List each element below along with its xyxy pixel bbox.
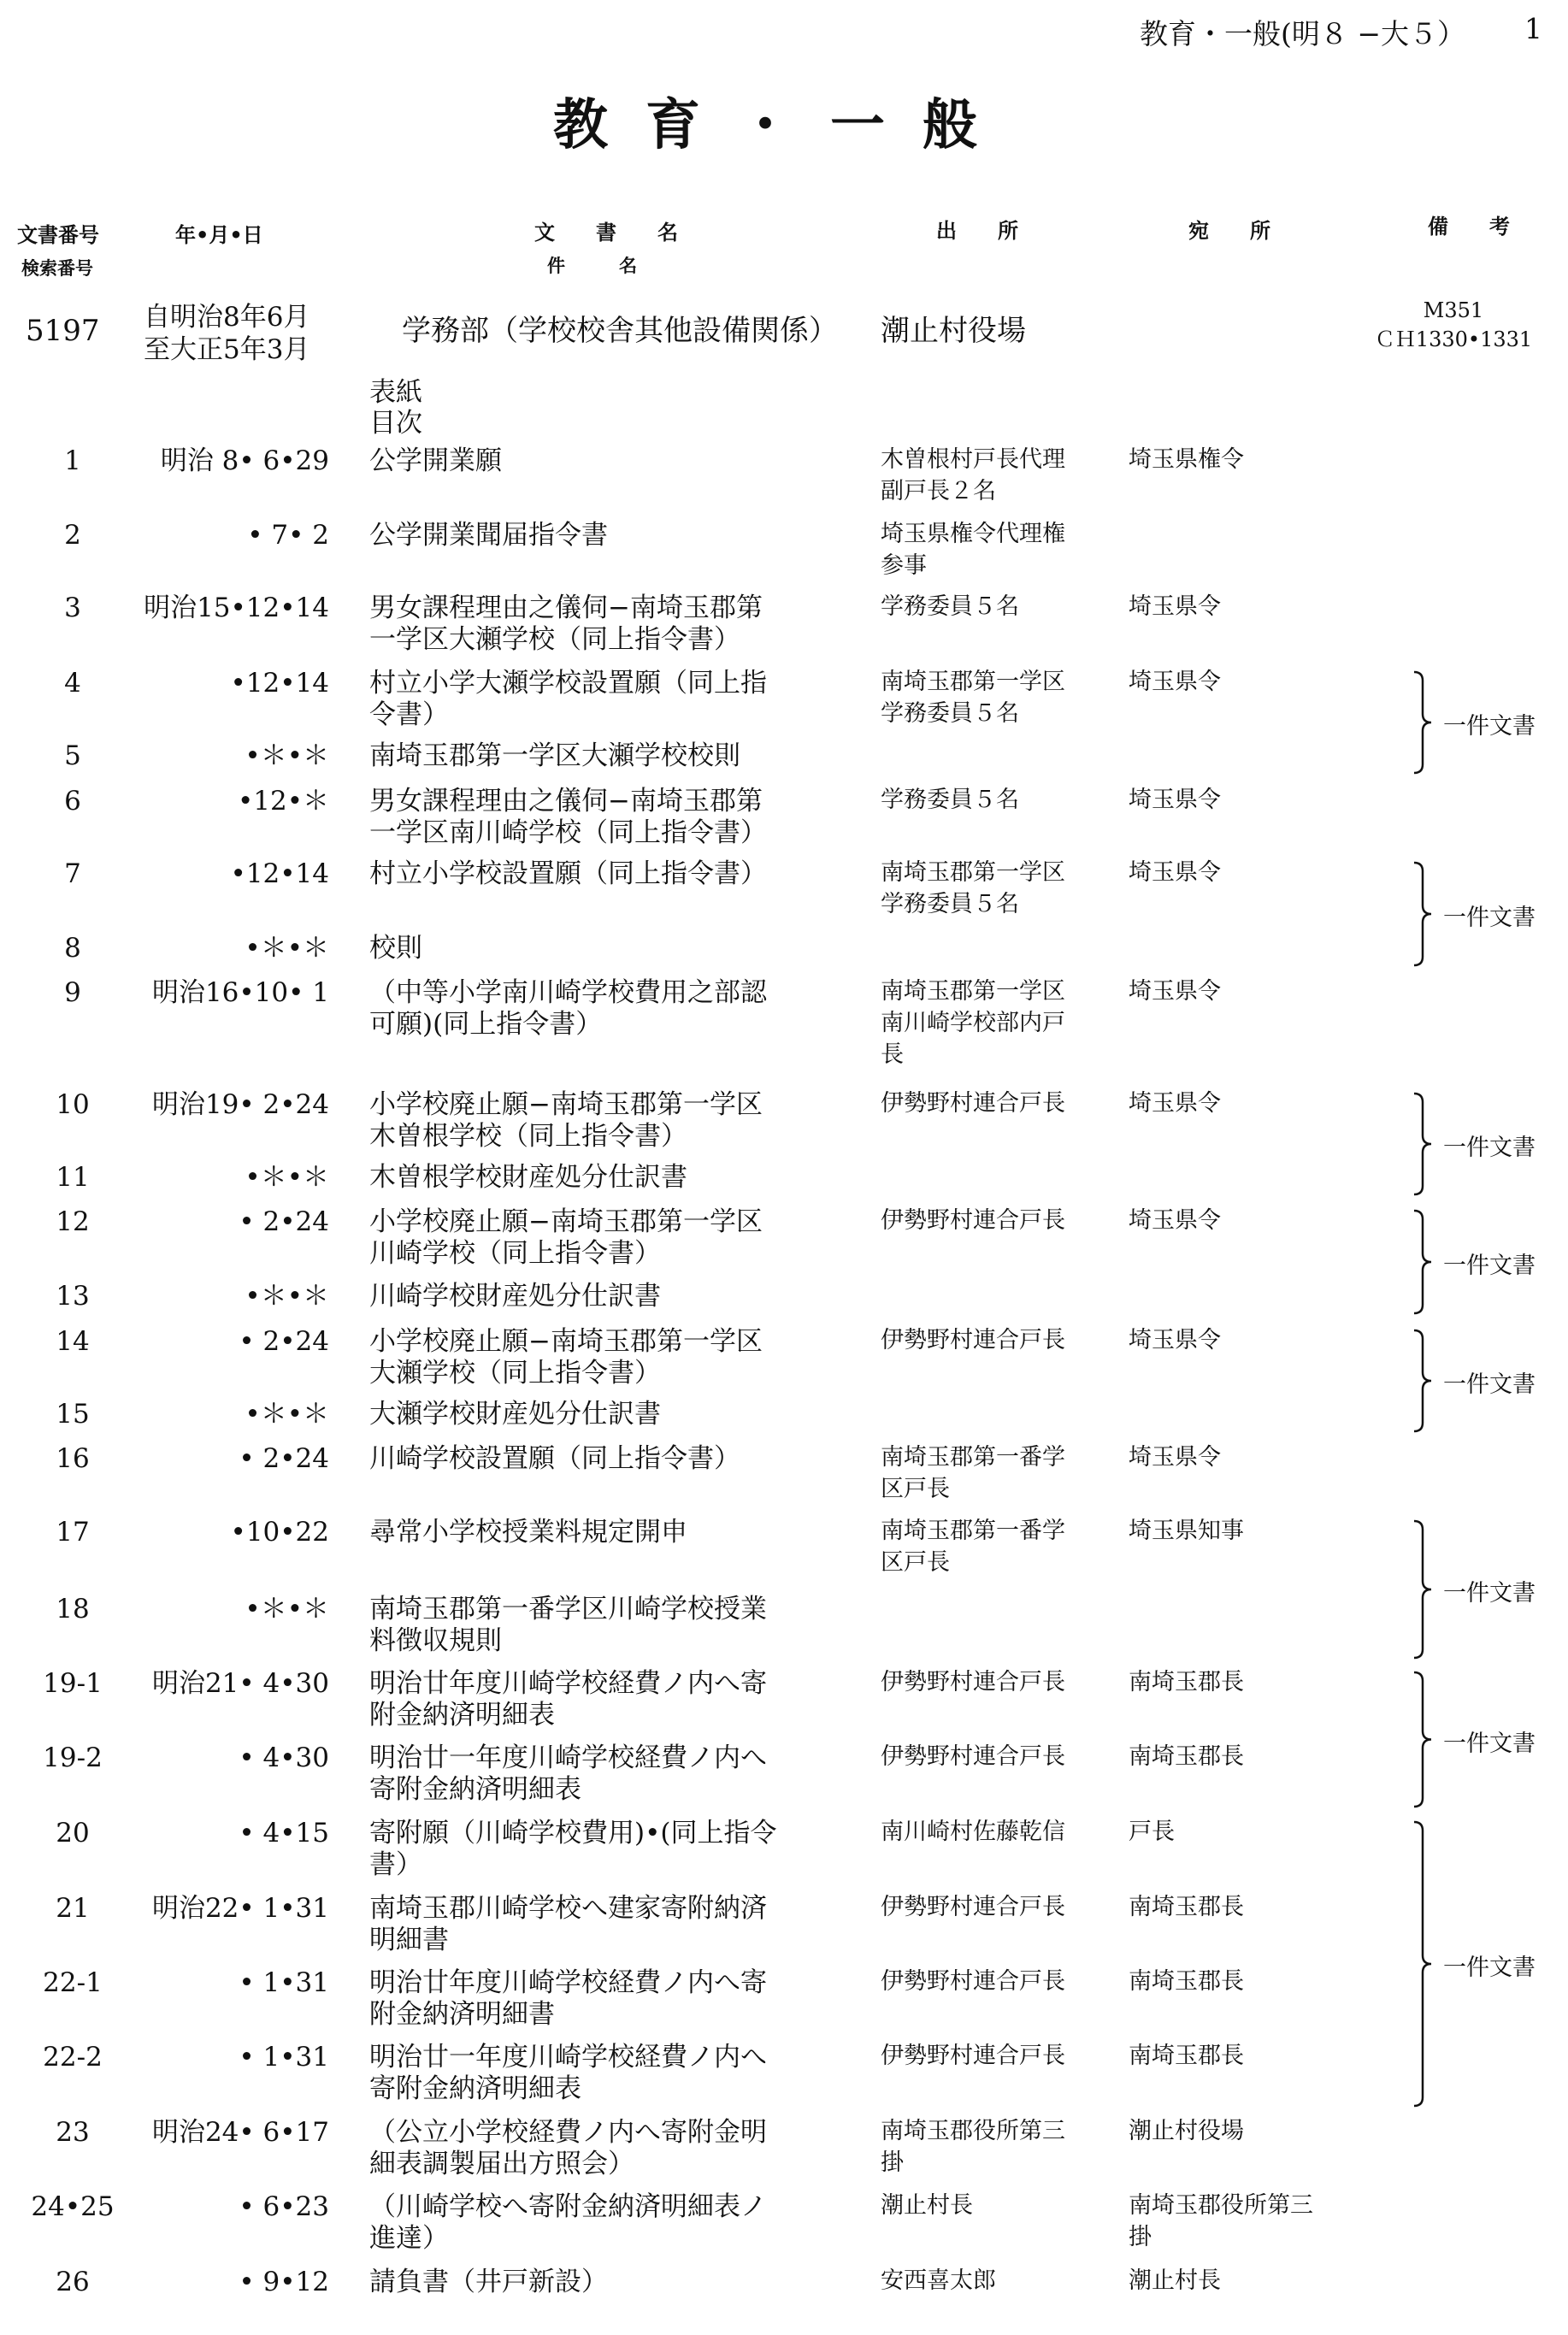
item-date: • 6•23 <box>239 2191 329 2222</box>
item-date: • 4•30 <box>239 1742 329 1773</box>
brace-label: 一件文書 <box>1443 1253 1536 1279</box>
brace-icon <box>1411 1820 1436 2108</box>
header-item-name: 件 名 <box>547 256 637 276</box>
item-name-line: 木曽根学校（同上指令書） <box>369 1121 687 1152</box>
item-destination-line: 南埼玉郡長 <box>1129 1669 1244 1695</box>
item-date: • 1•31 <box>239 2042 329 2073</box>
item-destination-line: 埼玉県令 <box>1129 1207 1221 1234</box>
item-destination-line: 掛 <box>1129 2224 1152 2250</box>
main-record-toc: 目次 <box>369 408 422 439</box>
item-name-line: 大瀬学校財産処分仕訳書 <box>369 1399 661 1430</box>
main-record-date-to: 至大正5年3月 <box>144 334 310 365</box>
item-date: • 2•24 <box>239 1326 329 1357</box>
item-destination-line: 埼玉県令 <box>1129 669 1221 695</box>
item-number: 22-1 <box>43 1967 103 1998</box>
item-number: 8 <box>64 933 81 964</box>
item-destination-line: 埼玉県令 <box>1129 1090 1221 1117</box>
item-date: • 9•12 <box>239 2267 329 2297</box>
item-name-line: 南埼玉郡第一番学区川崎学校授業 <box>369 1594 767 1624</box>
page-title: 教育・一般 <box>553 93 1015 157</box>
item-number: 20 <box>56 1818 90 1849</box>
brace-icon <box>1411 1209 1436 1315</box>
item-number: 6 <box>64 786 81 817</box>
item-date: • 7• 2 <box>247 520 329 551</box>
item-number: 19-1 <box>43 1668 103 1699</box>
item-number: 14 <box>56 1326 90 1357</box>
item-number: 3 <box>64 593 81 623</box>
item-source-line: 学務委員５名 <box>881 593 1019 620</box>
running-head: 教育・一般(明８ −大５） <box>1139 17 1465 50</box>
item-name-line: 附金納済明細表 <box>369 1700 555 1731</box>
item-destination-line: 南埼玉郡長 <box>1129 2043 1244 2069</box>
item-destination-line: 埼玉県権令 <box>1129 446 1244 473</box>
item-date: •＊•＊ <box>245 1281 329 1312</box>
item-date: •12•14 <box>230 668 329 699</box>
header-search-no: 検索番号 <box>21 258 93 279</box>
item-destination-line: 南埼玉郡役所第三 <box>1129 2192 1313 2219</box>
item-name-line: 明治廿年度川崎学校経費ノ内へ寄 <box>369 1668 767 1699</box>
item-date: • 1•31 <box>239 1967 329 1998</box>
item-number: 23 <box>56 2117 90 2148</box>
item-source-line: 伊勢野村連合戸長 <box>881 1968 1065 1995</box>
item-name-line: 男女課程理由之儀伺−南埼玉郡第 <box>369 786 763 817</box>
main-record-ref1: M351 <box>1423 298 1484 322</box>
main-record-cover: 表紙 <box>369 377 422 408</box>
item-number: 19-2 <box>43 1742 103 1773</box>
brace-icon <box>1411 670 1436 775</box>
header-destination: 宛 所 <box>1188 219 1270 243</box>
item-name-line: 明治廿一年度川崎学校経費ノ内へ <box>369 2042 767 2073</box>
brace-label: 一件文書 <box>1443 1730 1536 1757</box>
brace-icon <box>1411 1671 1436 1808</box>
item-number: 10 <box>56 1089 90 1120</box>
item-number: 15 <box>56 1399 90 1430</box>
item-source-line: 伊勢野村連合戸長 <box>881 2043 1065 2069</box>
item-number: 26 <box>56 2267 90 2297</box>
item-name-line: 書） <box>369 1849 422 1880</box>
item-name-line: 小学校廃止願−南埼玉郡第一学区 <box>369 1089 763 1120</box>
item-source-line: 掛 <box>881 2149 904 2176</box>
item-date: 明治19• 2•24 <box>151 1089 329 1120</box>
item-source-line: 南埼玉郡第一学区 <box>881 859 1065 886</box>
item-destination-line: 南埼玉郡長 <box>1129 1743 1244 1770</box>
header-doc-name: 文 書 名 <box>534 221 678 245</box>
item-destination-line: 潮止村役場 <box>1129 2118 1244 2144</box>
item-name-line: 一学区大瀬学校（同上指令書） <box>369 624 740 655</box>
item-name-line: 川崎学校設置願（同上指令書） <box>369 1443 740 1474</box>
item-number: 9 <box>64 977 81 1008</box>
item-name-line: 南埼玉郡第一学区大瀬学校校則 <box>369 740 740 771</box>
item-source-line: 南川崎学校部内戸 <box>881 1010 1065 1036</box>
item-destination-line: 南埼玉郡長 <box>1129 1968 1244 1995</box>
brace-label: 一件文書 <box>1443 1955 1536 1981</box>
item-destination-line: 埼玉県令 <box>1129 787 1221 813</box>
item-date: •12•＊ <box>237 786 329 817</box>
item-source-line: 区戸長 <box>881 1476 950 1502</box>
item-name-line: 一学区南川崎学校（同上指令書） <box>369 817 767 848</box>
item-destination-line: 戸長 <box>1129 1819 1175 1845</box>
item-name-line: 寄附金納済明細表 <box>369 1774 581 1805</box>
item-source-line: 南埼玉郡第一学区 <box>881 669 1065 695</box>
item-date: 明治24• 6•17 <box>151 2117 329 2148</box>
item-number: 16 <box>56 1443 90 1474</box>
item-name-line: 明治廿一年度川崎学校経費ノ内へ <box>369 1742 767 1773</box>
item-date: • 4•15 <box>239 1818 329 1849</box>
item-name-line: 村立小学校設置願（同上指令書） <box>369 858 767 889</box>
brace-icon <box>1411 861 1436 967</box>
item-date: 明治15•12•14 <box>144 593 329 623</box>
page-number: 1 <box>1524 12 1542 45</box>
item-date: •＊•＊ <box>245 933 329 964</box>
item-source-line: 潮止村長 <box>881 2192 973 2219</box>
item-source-line: 学務委員５名 <box>881 891 1019 917</box>
item-destination-line: 埼玉県知事 <box>1129 1518 1244 1544</box>
item-number: 2 <box>64 520 81 551</box>
item-source-line: 木曽根村戸長代理 <box>881 446 1065 473</box>
item-destination-line: 埼玉県令 <box>1129 1327 1221 1353</box>
item-destination-line: 埼玉県令 <box>1129 859 1221 886</box>
item-name-line: 明治廿年度川崎学校経費ノ内へ寄 <box>369 1967 767 1998</box>
brace-label: 一件文書 <box>1443 713 1536 740</box>
item-number: 4 <box>64 668 81 699</box>
item-name-line: 木曽根学校財産処分仕訳書 <box>369 1162 687 1193</box>
item-number: 12 <box>56 1206 90 1237</box>
item-source-line: 伊勢野村連合戸長 <box>881 1743 1065 1770</box>
item-date: •＊•＊ <box>245 1594 329 1624</box>
item-name-line: 明細書 <box>369 1925 449 1955</box>
brace-label: 一件文書 <box>1443 1135 1536 1161</box>
item-date: •＊•＊ <box>245 1162 329 1193</box>
item-source-line: 副戸長２名 <box>881 478 996 504</box>
item-number: 24•25 <box>31 2191 115 2222</box>
item-date: • 2•24 <box>239 1206 329 1237</box>
item-name-line: 附金納済明細書 <box>369 1999 555 2030</box>
item-destination-line: 埼玉県令 <box>1129 978 1221 1005</box>
brace-label: 一件文書 <box>1443 1371 1536 1398</box>
item-name-line: 公学開業聞届指令書 <box>369 520 608 551</box>
brace-icon <box>1411 1329 1436 1433</box>
item-number: 17 <box>56 1517 90 1548</box>
item-name-line: （中等小学南川崎学校費用之部認 <box>369 977 767 1008</box>
brace-icon <box>1411 1519 1436 1660</box>
item-name-line: 村立小学大瀬学校設置願（同上指 <box>369 668 767 699</box>
item-name-line: 校則 <box>369 933 422 964</box>
item-source-line: 南埼玉郡第一番学 <box>881 1518 1065 1544</box>
item-number: 18 <box>56 1594 90 1624</box>
item-name-line: 大瀬学校（同上指令書） <box>369 1358 661 1389</box>
item-name-line: 男女課程理由之儀伺−南埼玉郡第 <box>369 593 763 623</box>
item-source-line: 参事 <box>881 552 927 579</box>
item-source-line: 区戸長 <box>881 1549 950 1576</box>
header-date: 年•月•日 <box>175 223 263 247</box>
item-source-line: 伊勢野村連合戸長 <box>881 1669 1065 1695</box>
item-source-line: 埼玉県権令代理権 <box>881 521 1065 547</box>
item-source-line: 学務委員５名 <box>881 700 1019 727</box>
item-name-line: 川崎学校財産処分仕訳書 <box>369 1281 661 1312</box>
header-source: 出 所 <box>936 219 1018 243</box>
item-name-line: 小学校廃止願−南埼玉郡第一学区 <box>369 1326 763 1357</box>
item-name-line: （川崎学校へ寄附金納済明細表ノ <box>369 2191 767 2222</box>
item-number: 21 <box>56 1893 90 1924</box>
item-number: 1 <box>64 445 81 476</box>
item-source-line: 南埼玉郡第一番学 <box>881 1444 1065 1471</box>
item-date: •＊•＊ <box>245 1399 329 1430</box>
item-name-line: 細表調製届出方照会） <box>369 2149 634 2179</box>
item-name-line: 令書） <box>369 699 449 730</box>
item-date: • 2•24 <box>239 1443 329 1474</box>
item-number: 22-2 <box>43 2042 103 2073</box>
item-date: 明治21• 4•30 <box>151 1668 329 1699</box>
item-name-line: 寄附願（川崎学校費用)•(同上指令 <box>369 1818 777 1849</box>
item-name-line: 料徴収規則 <box>369 1625 502 1656</box>
main-record-name: 学務部（学校校舎其他設備関係） <box>402 314 838 348</box>
item-source-line: 伊勢野村連合戸長 <box>881 1327 1065 1353</box>
item-name-line: 進達） <box>369 2223 449 2254</box>
item-source-line: 南埼玉郡第一学区 <box>881 978 1065 1005</box>
item-name-line: 可願)(同上指令書） <box>369 1009 603 1040</box>
item-name-line: 尋常小学校授業料規定開申 <box>369 1517 687 1548</box>
main-record-source: 潮止村役場 <box>881 314 1026 348</box>
item-source-line: 伊勢野村連合戸長 <box>881 1207 1065 1234</box>
item-destination-line: 埼玉県令 <box>1129 593 1221 620</box>
item-source-line: 伊勢野村連合戸長 <box>881 1894 1065 1920</box>
item-name-line: 小学校廃止願−南埼玉郡第一学区 <box>369 1206 763 1237</box>
item-source-line: 伊勢野村連合戸長 <box>881 1090 1065 1117</box>
item-date: •＊•＊ <box>245 740 329 771</box>
item-number: 11 <box>56 1162 90 1193</box>
item-date: 明治22• 1•31 <box>151 1893 329 1924</box>
brace-label: 一件文書 <box>1443 1580 1536 1607</box>
item-date: •10•22 <box>230 1517 329 1548</box>
header-doc-no: 文書番号 <box>17 223 99 247</box>
brace-icon <box>1411 1092 1436 1196</box>
item-source-line: 学務委員５名 <box>881 787 1019 813</box>
brace-label: 一件文書 <box>1443 905 1536 931</box>
main-record-ref2: ＣＨ1330•1331 <box>1374 327 1533 351</box>
item-destination-line: 潮止村長 <box>1129 2267 1221 2294</box>
item-name-line: 請負書（井戸新設） <box>369 2267 608 2297</box>
item-name-line: 公学開業願 <box>369 445 502 476</box>
main-record-number: 5197 <box>26 314 100 348</box>
item-source-line: 南埼玉郡役所第三 <box>881 2118 1065 2144</box>
item-number: 7 <box>64 858 81 889</box>
item-number: 13 <box>56 1281 90 1312</box>
main-record-date-from: 自明治8年6月 <box>144 302 310 333</box>
item-source-line: 長 <box>881 1041 904 1068</box>
item-source-line: 南川崎村佐藤乾信 <box>881 1819 1065 1845</box>
item-date: 明治16•10• 1 <box>151 977 329 1008</box>
item-destination-line: 埼玉県令 <box>1129 1444 1221 1471</box>
item-name-line: 川崎学校（同上指令書） <box>369 1238 661 1269</box>
item-number: 5 <box>64 740 81 771</box>
item-date: 明治 8• 6•29 <box>160 445 329 476</box>
item-destination-line: 南埼玉郡長 <box>1129 1894 1244 1920</box>
header-remarks: 備 考 <box>1428 215 1510 239</box>
item-name-line: 南埼玉郡川崎学校へ建家寄附納済 <box>369 1893 767 1924</box>
item-name-line: 寄附金納済明細表 <box>369 2073 581 2104</box>
item-date: •12•14 <box>230 858 329 889</box>
item-source-line: 安西喜太郎 <box>881 2267 996 2294</box>
item-name-line: （公立小学校経費ノ内へ寄附金明 <box>369 2117 767 2148</box>
